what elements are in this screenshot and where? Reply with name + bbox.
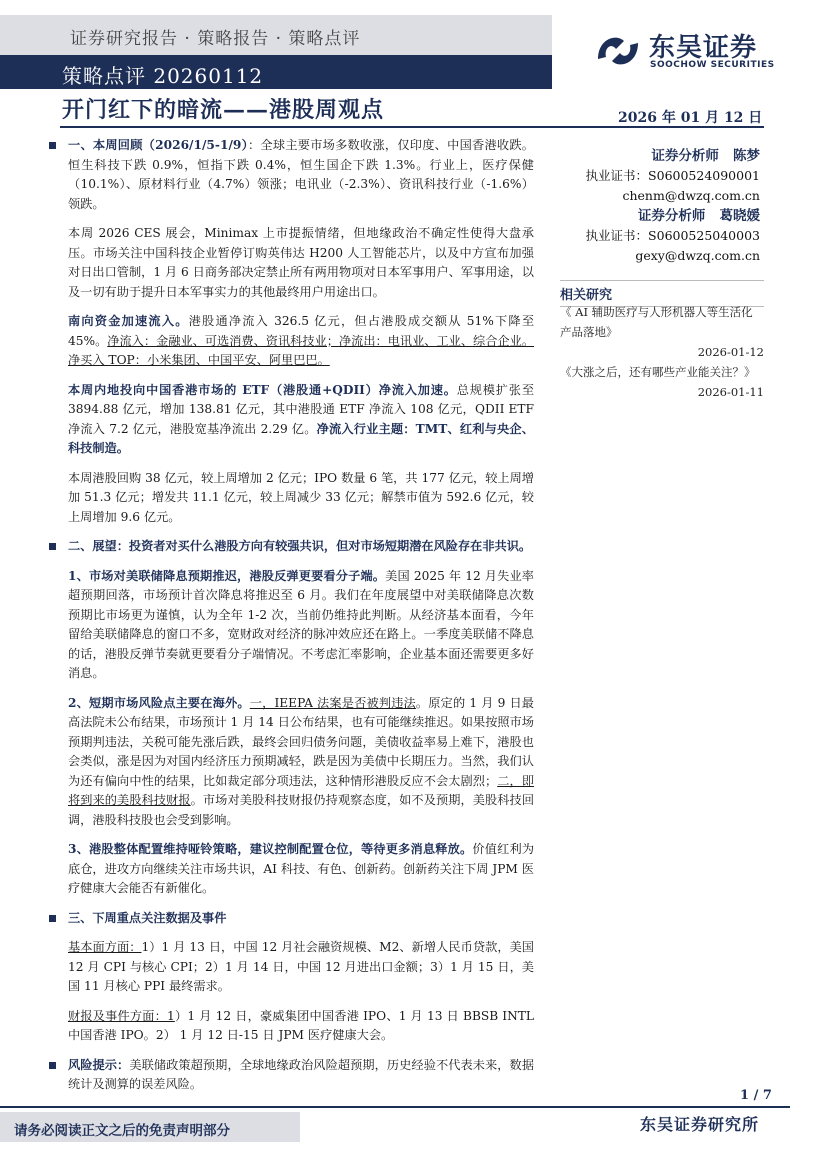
analyst-1-email[interactable]: chenm@dwzq.com.cn xyxy=(622,188,760,203)
paragraph-events xyxy=(68,1007,534,1046)
section-2-heading: 二、展望：投资者对买什么港股方向有较强共识，但对市场短期潜在风险存在非共识。 xyxy=(68,539,532,553)
paragraph-overseas-risk xyxy=(68,694,534,831)
main-body xyxy=(68,136,534,1105)
section-2-heading-block xyxy=(68,537,534,557)
section-3-heading: 三、下周重点关注数据及事件 xyxy=(68,910,227,925)
analyst-2-email[interactable]: gexy@dwzq.com.cn xyxy=(635,248,760,263)
logo-name: 东吴证券 xyxy=(649,33,758,63)
barbell-text: 价值红利为底仓，进攻方向继续关注市场共识，AI 科技、有色、创新药。创新药关注下周 JPM 医疗健康大会能否有新催化。 xyxy=(68,842,535,895)
analyst-2-role: 证券分析师 xyxy=(637,208,706,224)
analyst-1-role: 证券分析师 xyxy=(651,148,719,164)
disclaimer-banner xyxy=(0,1112,300,1142)
analyst-1-cert-line xyxy=(560,166,760,186)
analyst-panel xyxy=(560,146,760,266)
analyst-1-name: 陈梦 xyxy=(733,148,760,164)
related-item-1-date: 2026-01-12 xyxy=(697,345,764,359)
report-id: 策略点评 20260112 xyxy=(62,64,264,88)
analyst-2-cert-label: 执业证书： xyxy=(585,228,649,243)
soochow-logo xyxy=(594,27,784,75)
logo-mark-icon xyxy=(594,29,642,73)
title-divider xyxy=(60,126,764,128)
report-date: 2026 年 01 月 12 日 xyxy=(618,110,763,126)
etf-heading: 本周内地投向中国香港市场的 ETF（港股通+QDII）净流入加速。 xyxy=(68,382,457,397)
footer-divider xyxy=(0,1106,790,1108)
events-label: 财报及事件方面：1 xyxy=(68,1008,175,1023)
section-1-heading: 一、本周回顾（2026/1/5-1/9） xyxy=(68,138,248,152)
section-bullet-icon xyxy=(49,1062,56,1069)
analyst-1-cert: S0600524090001 xyxy=(648,168,760,183)
tech-earnings-underlined: 二，即将到来的美股科技财报 xyxy=(68,773,535,807)
paragraph-buyback: 本周港股回购 38 亿元，较上周增加 2 亿元；IPO 数量 6 笔，共 177 亿元，较上周增加 51.3 亿元；增发共 11.1 亿元，较上周减少 33 亿元；解禁市值为 592.6 亿元，较上周增加 9.6 亿元。 xyxy=(68,470,534,524)
logo-en: SOOCHOW SECURITIES xyxy=(650,60,775,70)
analyst-2-title xyxy=(560,206,760,226)
section-3-heading-block xyxy=(68,909,534,929)
section-1-text: ：全球主要市场多数收涨，仅印度、中国香港收跌。恒生科技下跌 0.9%，恒指下跌 0.4%，恒生国企下跌 1.3%。行业上，医疗保健（10.1%）、原材料行业（4.7%）领涨；电讯业（-2.3%）、资讯科技行业（-1.6%）领跌。 xyxy=(68,138,534,211)
paragraph-etf xyxy=(68,381,534,459)
analyst-2-cert-line xyxy=(560,226,760,246)
tech-earnings-text: 。市场对美股科技财报仍持观察态度，如不及预期，美股科技回调，港股科技股也会受到影响。 xyxy=(68,793,535,827)
report-id-banner xyxy=(0,55,552,89)
report-title: 开门红下的暗流——港股周观点 xyxy=(62,97,385,123)
section-bullet-icon xyxy=(49,142,56,149)
etf-tail: 净流入行业主题：TMT、红利与央企、科技制造。 xyxy=(68,421,534,455)
related-research-title: 相关研究 xyxy=(560,280,764,307)
ieepa-underlined: 一，IEEPA 法案是否被判违法 xyxy=(249,695,416,710)
institute-name: 东吴证券研究所 xyxy=(640,1115,760,1134)
risk-point-heading: 2、短期市场风险点主要在海外。 xyxy=(68,695,250,710)
fundamentals-label: 基本面方面： xyxy=(68,940,142,954)
risk-heading: 风险提示： xyxy=(68,1057,130,1072)
risk-text: 美联储政策超预期，全球地缘政治风险超预期，历史经验不代表未来，数据统计及测算的误差风险。 xyxy=(68,1057,535,1091)
paragraph-southbound xyxy=(68,312,534,371)
southbound-text: 港股通净流入 326.5 亿元，但占港股成交额从 51%下降至 45%。 xyxy=(68,314,535,348)
related-research-list xyxy=(560,302,764,402)
related-item-2-date: 2026-01-11 xyxy=(697,385,764,399)
related-item-1[interactable]: 《 AI 辅助医疗与人形机器人等生活化产品落地》 xyxy=(560,305,753,339)
analyst-1-cert-label: 执业证书： xyxy=(585,168,649,183)
paragraph-ces: 本周 2026 CES 展会，Minimax 上市提振情绪，但地缘政治不确定性使得大盘承压。市场关注中国科技企业暂停订购英伟达 H200 人工智能芯片，以及中方宣布加强对日出口管制，1 月 6 日商务部决定禁止所有两用物项对日本军事用户、军事用途，以及一切有助于提升日本军事实力的其他最终用户用途出口。 xyxy=(68,226,534,299)
page-number: 1 / 7 xyxy=(740,1088,772,1103)
related-item-2[interactable]: 《大涨之后，还有哪些产业能关注？》 xyxy=(560,365,756,379)
analyst-1-title xyxy=(560,146,760,166)
fed-text: 美国 2025 年 12 月失业率超预期回落，市场预计首次降息将推迟至 6 月。我们在年度展望中对美联储降息次数预期比市场更为谨慎，认为全年 1-2 次，当前仍维持此判断。从经济基本面看，今年留给美联储降息的窗口不多，宽财政对经济的脉冲效应还在路上。一季度美联储不降息的话，港股反弹节奏就更要看分子端情况。不考虑汇率影响，企业基本面还需要更多好消息。 xyxy=(68,568,534,680)
paragraph-fed xyxy=(68,567,534,684)
ieepa-text: 。原定的 1 月 9 日最高法院未公布结果，市场预计 1 月 14 日公布结果，也有可能继续推迟。如果按照市场预期判违法，关税可能先涨后跌，最终会回归债务问题，美债收益率易上难下，港股也会类似，涨是因为对国内经济压力预期减轻，跌是因为美债中长期压力。当然，我们认为还有偏向中性的结果，比如裁定部分项违法，这种情形港股反应不会太剧烈； xyxy=(68,695,534,788)
disclaimer-text: 请务必阅读正文之后的免责声明部分 xyxy=(14,1123,230,1139)
category-banner xyxy=(0,15,552,55)
section-bullet-icon xyxy=(49,915,56,922)
events-text: ）1 月 12 日，豪威集团中国香港 IPO、1 月 13 日 BBSB INTL 中国香港 IPO。2） 1 月 12 日-15 日 JPM 医疗健康大会。 xyxy=(68,1008,534,1042)
analyst-2-cert: S0600525040003 xyxy=(648,228,760,243)
barbell-heading: 3、港股整体配置维持哑铃策略，建议控制配置仓位，等待更多消息释放。 xyxy=(68,842,473,856)
section-1-summary xyxy=(68,136,534,214)
section-bullet-icon xyxy=(49,543,56,550)
etf-text: 总规模扩张至 3894.88 亿元，增加 138.81 亿元，其中港股通 ETF 净流入 108 亿元，QDII ETF 净流入 7.2 亿元，港股宽基净流出 2.29 亿。 xyxy=(68,382,535,436)
fed-heading: 1、市场对美联储降息预期推迟，港股反弹更要看分子端。 xyxy=(68,568,386,583)
category-text: 证券研究报告 · 策略报告 · 策略点评 xyxy=(70,29,361,49)
risk-warning xyxy=(68,1056,534,1095)
fundamentals-text: 1）1 月 13 日，中国 12 月社会融资规模、M2、新增人民币贷款，美国 12 月 CPI 与核心 CPI；2）1 月 14 日，中国 12 月进出口金额；3）1 月 15 日，美国 11 月核心 PPI 最终需求。 xyxy=(68,940,534,993)
paragraph-barbell xyxy=(68,840,534,899)
southbound-heading: 南向资金加速流入。 xyxy=(68,314,189,328)
paragraph-fundamentals xyxy=(68,938,534,997)
southbound-underlined: 净流入：金融业、可选消费、资讯科技业；净流出：电讯业、工业、综合企业。净买入 TOP：小米集团、中国平安、阿里巴巴。 xyxy=(68,333,535,367)
analyst-2-name: 葛晓媛 xyxy=(719,208,760,224)
